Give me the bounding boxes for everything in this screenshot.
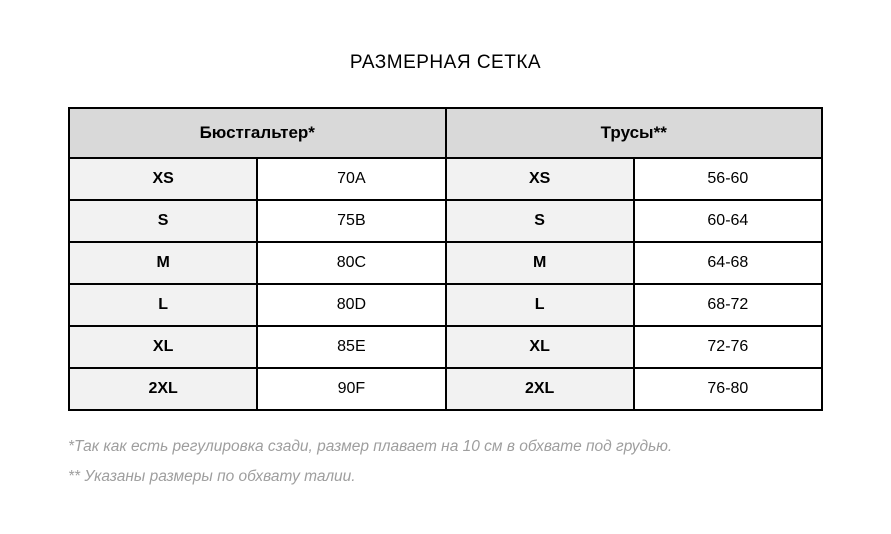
table-header-row <box>69 108 822 158</box>
panties-size-label: XS <box>446 158 634 200</box>
panties-size-value: 68-72 <box>634 284 822 326</box>
panties-size-label: L <box>446 284 634 326</box>
panties-size-value: 56-60 <box>634 158 822 200</box>
panties-size-value: 76-80 <box>634 368 822 410</box>
table-row <box>69 284 822 326</box>
panties-size-value: 72-76 <box>634 326 822 368</box>
table-row <box>69 200 822 242</box>
bra-size-label: XL <box>69 326 257 368</box>
bra-size-label: S <box>69 200 257 242</box>
column-header-bra: Бюстгальтер* <box>69 108 446 158</box>
table-row <box>69 242 822 284</box>
size-table <box>68 107 823 411</box>
panties-size-value: 60-64 <box>634 200 822 242</box>
bra-size-label: 2XL <box>69 368 257 410</box>
table-row <box>69 326 822 368</box>
bra-size-label: M <box>69 242 257 284</box>
footnote-bra: *Так как есть регулировка сзади, размер плавает на 10 см в обхвате под грудью. <box>68 438 673 455</box>
bra-size-value: 80D <box>257 284 445 326</box>
bra-size-value: 75B <box>257 200 445 242</box>
panties-size-label: XL <box>446 326 634 368</box>
bra-size-value: 80C <box>257 242 445 284</box>
table-row <box>69 368 822 410</box>
bra-size-value: 85E <box>257 326 445 368</box>
page-title: РАЗМЕРНАЯ СЕТКА <box>349 52 542 73</box>
bra-size-label: XS <box>69 158 257 200</box>
bra-size-value: 90F <box>257 368 445 410</box>
panties-size-label: M <box>446 242 634 284</box>
panties-size-label: 2XL <box>446 368 634 410</box>
column-header-panties: Трусы** <box>446 108 823 158</box>
footnotes <box>68 432 828 492</box>
footnote-panties: ** Указаны размеры по обхвату талии. <box>68 468 356 485</box>
panties-size-label: S <box>446 200 634 242</box>
bra-size-label: L <box>69 284 257 326</box>
table-row <box>69 158 822 200</box>
bra-size-value: 70A <box>257 158 445 200</box>
panties-size-value: 64-68 <box>634 242 822 284</box>
